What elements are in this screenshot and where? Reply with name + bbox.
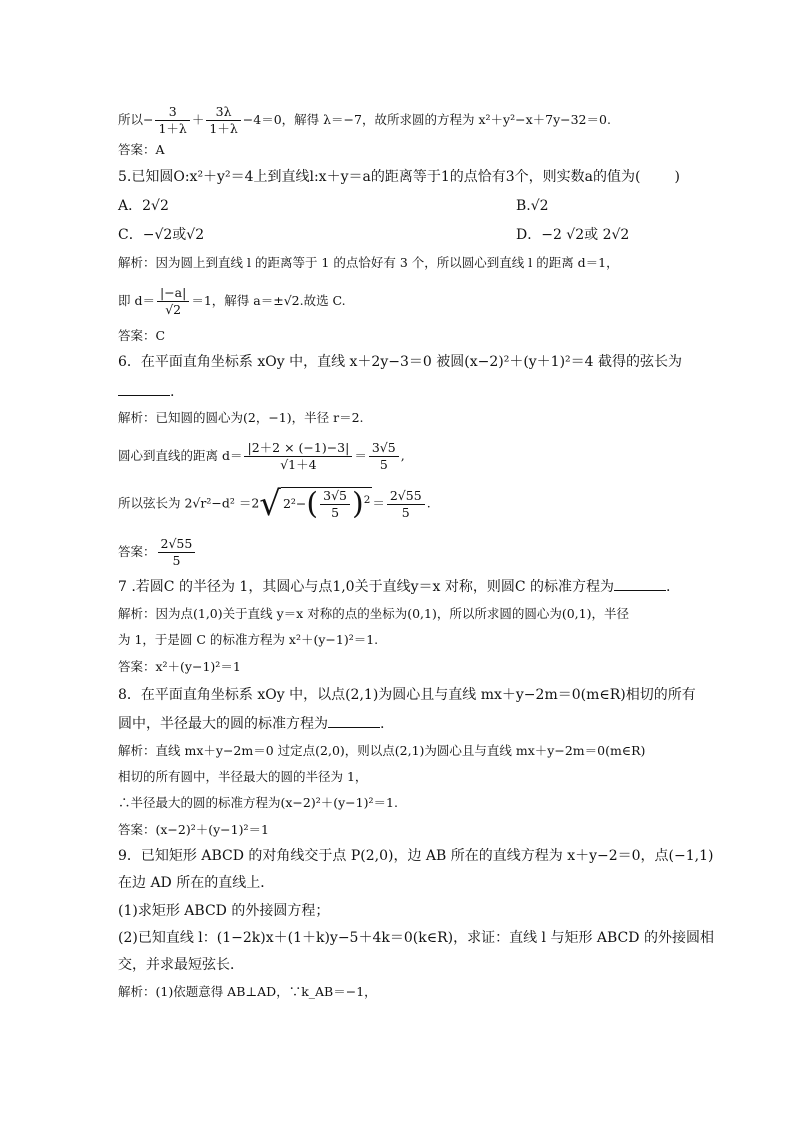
text: , [400,448,405,463]
question-9-cont: 在边 AD 所在的直线上． [118,875,275,891]
text: 答案： [118,544,156,559]
solution-line: ∴半径最大的圆的标准方程为(x−2)²＋(y−1)²＝1. [118,795,398,810]
radical-sign: √ [259,484,281,524]
numerator: |2＋2 × (−1)−3| [244,440,352,457]
solution-continuation-line [118,104,676,137]
denominator: √2 [165,302,182,317]
question-6: 6．在平面直角坐标系 xOy 中，直线 x＋2y−3＝0 被圆(x−2)²＋(y＋1)²＝4 截得的弦长为 [118,354,683,370]
fraction [158,536,196,569]
solution-line: 解析：因为点(1,0)关于直线 y＝x 对称的点的坐标为(0,1)，所以所求圆的圆心为(0,1)，半径 [118,606,629,621]
answer-blank [118,381,170,396]
solution-line: 解析：直线 mx＋y−2m＝0 过定点(2,0)，则以点(2,1)为圆心且与直线 mx＋y−2m＝0(m∈R) [118,743,646,758]
numerator: 3 [155,104,189,121]
option-b: B.√2 [516,198,549,214]
answer-line: 答案：x²＋(y−1)²＝1 [118,659,241,674]
square-root [259,484,372,524]
fraction [320,488,350,521]
fraction [387,488,425,521]
text: 圆心到直线的距离 d＝ [118,448,243,463]
text: ) [674,169,680,185]
numerator: 2√55 [387,488,425,505]
paren: ) [352,486,364,522]
denominator: 5 [172,553,181,568]
answer-blank [328,713,380,728]
solution-line [118,484,676,524]
answer-line: 答案：C [118,328,166,343]
text: . [426,495,431,511]
numerator: 3λ [206,104,240,121]
answer-line: 答案：A [118,142,165,157]
answer-line [118,536,676,569]
text: . [666,579,671,595]
solution-line: 为 1，于是圆 C 的标准方程为 x²＋(y−1)²＝1. [118,632,379,647]
question-6-blank [118,381,676,402]
text: ＝ [372,495,385,511]
solution-line [118,440,676,473]
text: 即 d＝ [118,293,155,308]
fraction [369,440,399,473]
question-8: 8．在平面直角坐标系 xOy 中，以点(2,1)为圆心且与直线 mx＋y−2m＝0(m∈R)相切的所有 [118,687,696,703]
denominator: 5 [379,457,388,472]
question-9: 9．已知矩形 ABCD 的对角线交于点 P(2,0)，边 AB 所在的直线方程为 x＋y−2＝0，点(−1,1) [118,848,714,864]
numerator: |−a| [157,285,189,302]
solution-line: 解析：因为圆上到直线 l 的距离等于 1 的点恰好有 3 个，所以圆心到直线 l 的距离 d＝1， [118,255,619,270]
radicand [281,487,372,521]
text: 圆中，半径最大的圆的标准方程为 [118,716,328,732]
denominator: 5 [401,504,410,520]
fraction [157,285,189,318]
text: . [380,716,385,732]
solution-line: 解析：已知圆的圆心为(2，−1)，半径 r＝2. [118,410,364,425]
denominator: 1＋λ [158,121,187,136]
text: 5.已知圆O:x²＋y²＝4上到直线l:x＋y＝a的距离等于1的点恰有3个，则实数a的值为( [118,169,641,185]
denominator: √1＋4 [280,457,317,472]
answer-line: 答案：(x−2)²＋(y−1)²＝1 [118,822,269,837]
text: 2²− [282,496,307,511]
option-a: A．2√2 [118,198,169,214]
text: 7 .若圆C 的半径为 1，其圆心与点1,0关于直线y＝x 对称，则圆C 的标准方程为 [118,579,615,595]
fraction [206,104,240,137]
question-9-part-1: (1)求矩形 ABCD 的外接圆方程； [118,903,330,919]
denominator: 1＋λ [209,121,238,136]
question-5 [118,167,680,187]
text: −4＝0，解得 λ＝−7，故所求圆的方程为 x²＋y²−x＋7y−32＝0. [242,112,611,127]
fraction [244,440,352,473]
question-8-cont [118,713,676,734]
solution-line: 相切的所有圆中，半径最大的圆的半径为 1， [118,769,368,784]
options-ab [118,196,676,216]
question-9-part-2-cont: 交，并求最短弦长． [118,957,244,973]
solution-line [118,285,676,318]
option-c: C．−√2或√2 [118,227,205,243]
exponent: 2 [363,493,371,506]
paren: ( [306,486,319,522]
question-7 [118,576,676,597]
denominator: 5 [331,505,340,520]
numerator: 2√55 [158,536,196,553]
answer-blank [614,576,666,591]
text: 所以− [118,112,154,127]
text: ＝ [354,448,367,463]
fraction [155,104,189,137]
text: 所以弦长为 2√r²−d² ＝2 [118,495,260,511]
text: ＝1，解得 a＝±√2.故选 C. [191,293,346,308]
options-cd [118,225,676,245]
numerator: 3√5 [320,488,350,505]
solution-line: 解析：(1)依题意得 AB⊥AD，∵k_AB＝−1， [118,984,377,999]
numerator: 3√5 [369,440,399,457]
question-9-part-2: (2)已知直线 l：(1−2k)x＋(1＋k)y−5＋4k＝0(k∈R)，求证：直线 l 与矩形 ABCD 的外接圆相 [118,930,714,946]
text: . [170,384,175,400]
text: ＋ [191,112,205,127]
option-d: D．−2 √2或 2√2 [516,227,630,243]
